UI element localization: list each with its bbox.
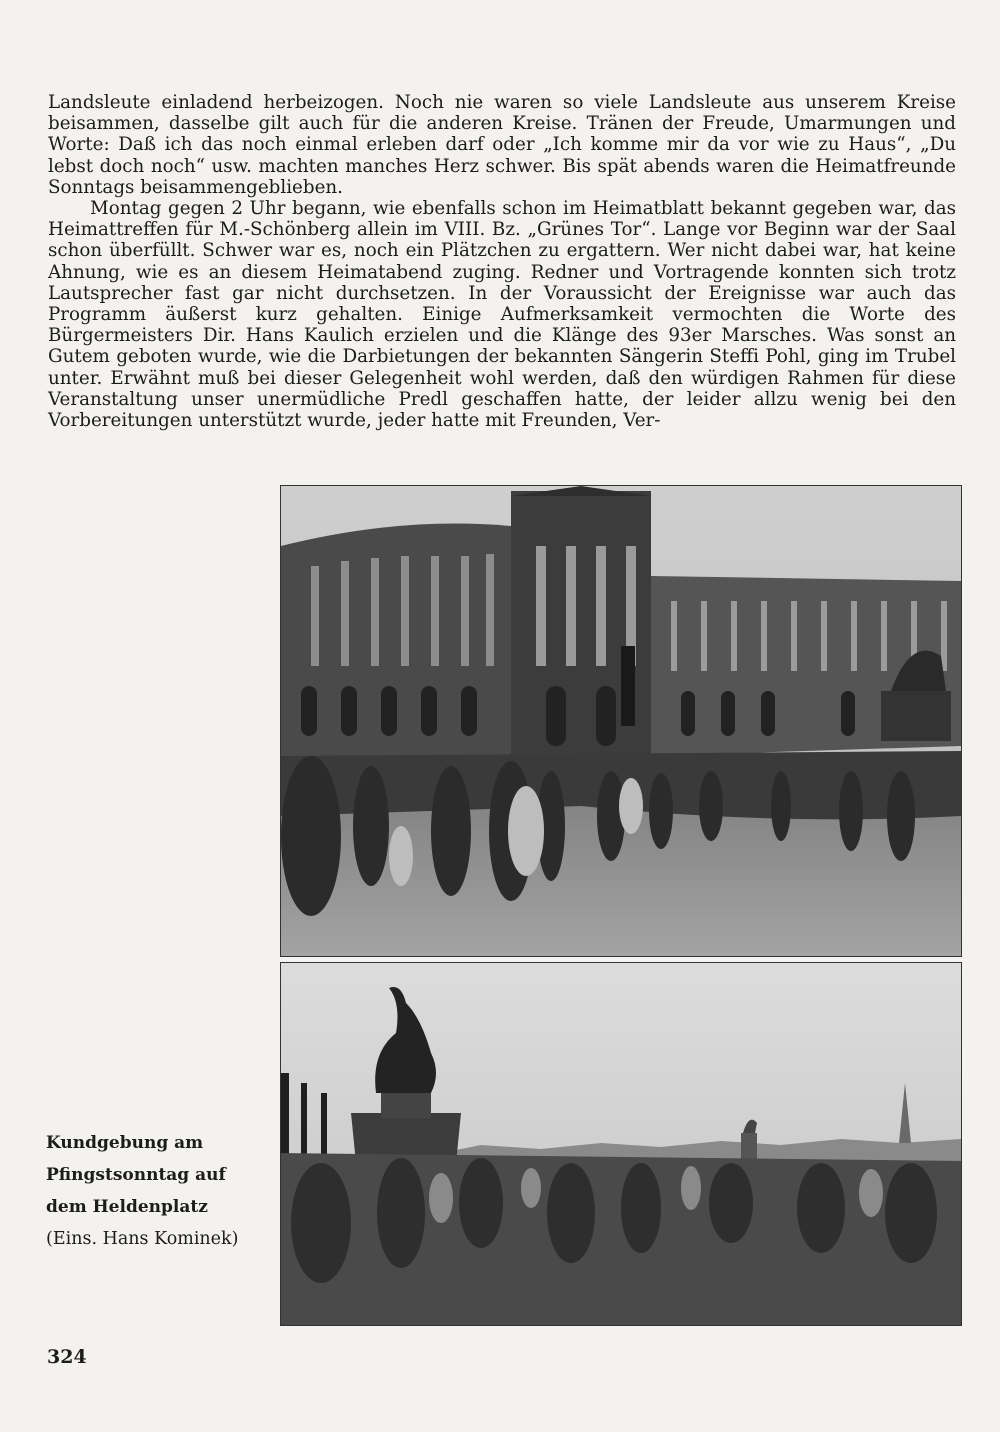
caption-credit: (Eins. Hans Kominek) <box>46 1229 239 1249</box>
photo-heldenplatz-crowd <box>280 962 962 1326</box>
photo-caption <box>46 1127 276 1255</box>
paragraph-2: Montag gegen 2 Uhr begann, wie ebenfalls schon im Heimatblatt bekannt gegeben war, das Heimattreffen für M.-Schönberg allein im VIII. Bz. „Grünes Tor“. Lange vor Beginn war der Saal schon überfüllt. Schwer war es, noch ein Plätzchen zu ergattern. Wer nicht dabei war, hat keine Ahnung, wie es an diesem Heimatabend zuging. Redner und Vortragende konnten sich trotz Lautsprecher fast gar nicht durchsetzen. In der Voraussicht der Ereignisse war auch das Programm äußerst kurz gehalten. Einige Aufmerksamkeit vermochten die Worte des Bürgermeisters Dir. Hans Kaulich erzielen und die Klänge des 93er Marsches. Was sonst an Gutem geboten wurde, wie die Darbietungen der bekannten Sängerin Steffi Pohl, ging im Trubel unter. Erwähnt muß bei dieser Gelegenheit wohl werden, daß den würdigen Rahmen für diese Veranstaltung unser unermüdliche Predl geschaffen hatte, der leider allzu wenig bei den Vorbereitungen unterstützt wurde, jeder hatte mit Freunden, Ver- <box>48 198 956 432</box>
caption-line-1: Kundgebung am <box>46 1133 204 1153</box>
caption-line-2: Pfingstsonntag auf <box>46 1165 226 1185</box>
article-body <box>48 92 956 431</box>
page-number: 324 <box>47 1346 87 1368</box>
photo-hofburg-crowd <box>280 485 962 957</box>
caption-line-3: dem Heldenplatz <box>46 1197 208 1217</box>
paragraph-1: Landsleute einladend herbeizogen. Noch nie waren so viele Landsleute aus unserem Kreise beisammen, dasselbe gilt auch für die anderen Kreise. Tränen der Freude, Umarmungen und Worte: Daß ich das noch einmal erleben darf oder „Ich komme mir da vor wie zu Haus“, „Du lebst doch noch“ usw. machten manches Herz schwer. Bis spät abends waren die Heimatfreunde Sonntags beisammengeblieben. <box>48 92 956 198</box>
